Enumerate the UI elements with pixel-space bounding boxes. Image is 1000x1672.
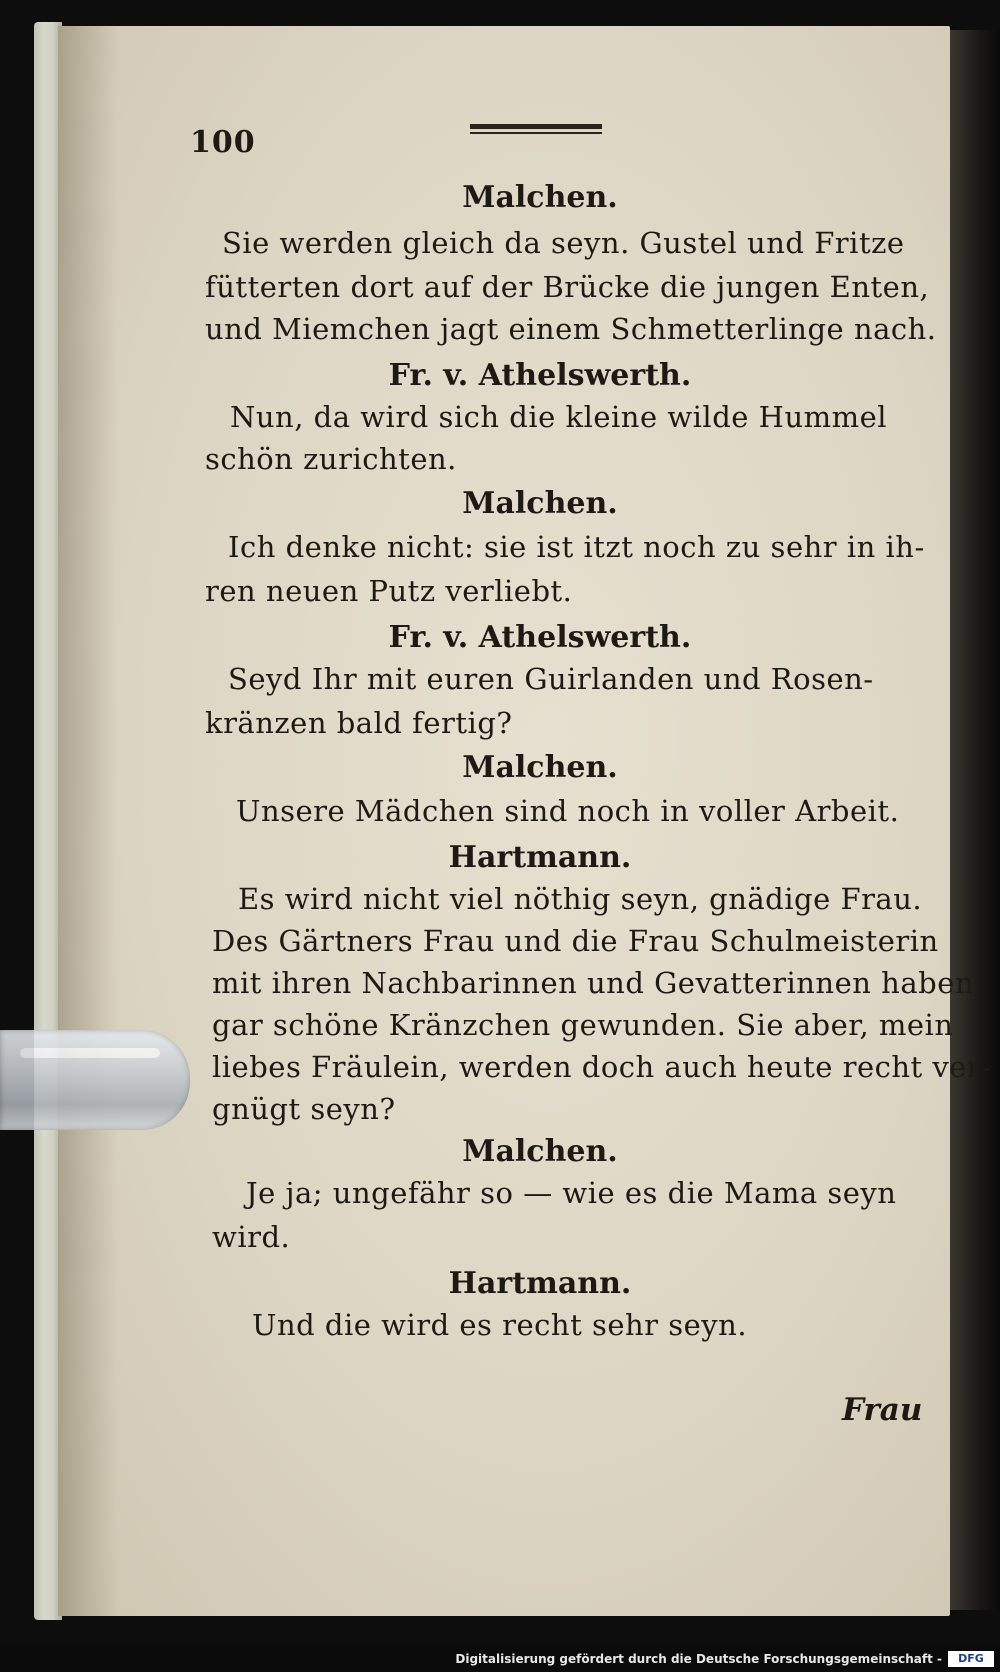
speaker-name: Malchen. xyxy=(462,1134,618,1169)
text-line: kränzen bald fertig? xyxy=(205,706,513,740)
text-line: Des Gärtners Frau und die Frau Schulmeisterin xyxy=(212,924,939,958)
text-line: Ich denke nicht: sie ist itzt noch zu sehr in ih- xyxy=(228,530,925,564)
text-line: ren neuen Putz verliebt. xyxy=(205,574,573,608)
dfg-logo-icon: DFG xyxy=(948,1651,994,1667)
catchword: Frau xyxy=(842,1392,923,1428)
text-line: schön zurichten. xyxy=(205,442,457,476)
text-line: Sie werden gleich da seyn. Gustel und Fritze xyxy=(222,226,905,260)
gutter-shadow xyxy=(58,26,118,1616)
text-line: fütterten dort auf der Brücke die jungen Enten, xyxy=(205,270,930,304)
speaker-name: Malchen. xyxy=(462,180,618,215)
text-line: Seyd Ihr mit euren Guirlanden und Rosen- xyxy=(228,662,874,696)
text-line: Nun, da wird sich die kleine wilde Hummel xyxy=(230,400,888,434)
text-line: gar schöne Kränzchen gewunden. Sie aber, mein xyxy=(212,1008,954,1042)
text-line: liebes Fräulein, werden doch auch heute recht ver- xyxy=(212,1050,992,1084)
text-line: Je ja; ungefähr so — wie es die Mama seyn xyxy=(246,1176,897,1210)
text-line: und Miemchen jagt einem Schmetterlinge nach. xyxy=(205,312,937,346)
book-right-edge xyxy=(950,30,1000,1610)
text-line: Und die wird es recht sehr seyn. xyxy=(252,1308,748,1342)
speaker-name: Fr. v. Athelswerth. xyxy=(388,620,692,655)
footer-bar xyxy=(0,1646,1000,1672)
text-line: Es wird nicht viel nöthig seyn, gnädige Frau. xyxy=(238,882,923,916)
speaker-name: Malchen. xyxy=(462,750,618,785)
speaker-name: Hartmann. xyxy=(448,1266,632,1301)
plexiglass-clip xyxy=(0,1030,190,1130)
text-line: wird. xyxy=(212,1220,291,1254)
speaker-name: Malchen. xyxy=(462,486,618,521)
text-line: mit ihren Nachbarinnen und Gevatterinnen haben xyxy=(212,966,975,1000)
header-rule xyxy=(470,124,602,136)
speaker-name: Fr. v. Athelswerth. xyxy=(388,358,692,393)
speaker-name: Hartmann. xyxy=(448,840,632,875)
text-line: Unsere Mädchen sind noch in voller Arbeit. xyxy=(236,794,900,828)
text-line: gnügt seyn? xyxy=(212,1092,396,1126)
footer-credit: Digitalisierung gefördert durch die Deutsche Forschungsgemeinschaft - xyxy=(455,1652,942,1666)
page-number: 100 xyxy=(190,125,256,160)
